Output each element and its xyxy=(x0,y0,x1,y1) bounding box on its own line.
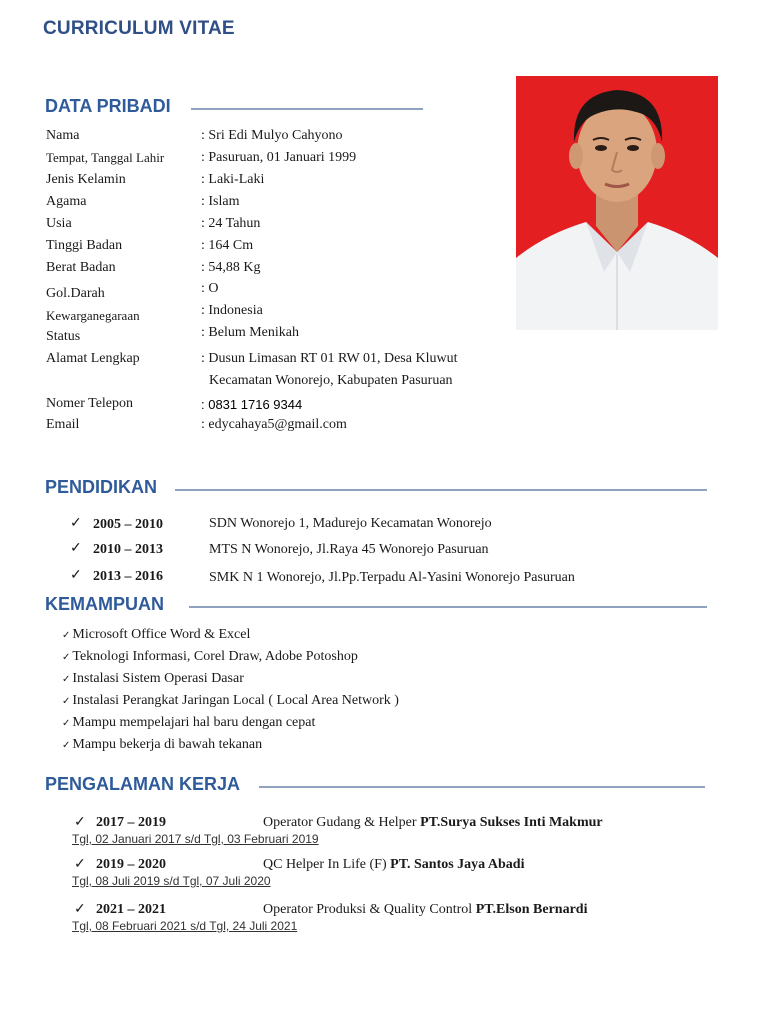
profile-photo xyxy=(516,76,718,330)
personal-value-phone: : 0831 1716 9344 xyxy=(201,397,303,412)
skill-item xyxy=(62,737,262,753)
section-heading-personal xyxy=(45,96,425,120)
personal-value-height: : 164 Cm xyxy=(201,238,254,253)
personal-value-blood: : O xyxy=(201,281,219,296)
job-description xyxy=(263,902,587,918)
check-icon: ✓ xyxy=(74,902,86,917)
check-icon: ✓ xyxy=(74,815,86,830)
personal-label-gender: Jenis Kelamin xyxy=(46,172,126,187)
personal-value-name: : Sri Edi Mulyo Cahyono xyxy=(201,128,343,143)
check-icon: ✓ xyxy=(62,740,71,751)
job-years: 2019 – 2020 xyxy=(96,857,166,872)
check-icon: ✓ xyxy=(70,541,82,556)
skill-item xyxy=(62,671,244,687)
job-company: PT.Elson Bernardi xyxy=(475,902,588,917)
section-heading-skills xyxy=(45,594,710,618)
section-rule xyxy=(259,786,705,788)
section-title-skills: KEMAMPUAN xyxy=(45,594,164,614)
section-heading-education xyxy=(45,477,710,501)
check-icon: ✓ xyxy=(62,630,71,641)
section-title-experience: PENGALAMAN KERJA xyxy=(45,774,241,794)
job-role: Operator Gudang & Helper xyxy=(263,815,417,830)
personal-label-address: Alamat Lengkap xyxy=(46,351,140,366)
job-period: Tgl, 02 Januari 2017 s/d Tgl, 03 Februari 2019 xyxy=(72,832,319,846)
profile-photo-illustration xyxy=(516,76,718,330)
personal-label-birth: Tempat, Tanggal Lahir xyxy=(46,150,165,165)
personal-label-weight: Berat Badan xyxy=(46,260,116,275)
education-years: 2013 – 2016 xyxy=(93,569,163,584)
personal-label-name: Nama xyxy=(46,128,80,143)
personal-value-address-line2: Kecamatan Wonorejo, Kabupaten Pasuruan xyxy=(209,373,453,388)
check-icon: ✓ xyxy=(70,568,82,583)
section-heading-experience xyxy=(45,774,710,798)
personal-value-status: : Belum Menikah xyxy=(201,325,299,340)
personal-label-height: Tinggi Badan xyxy=(46,238,123,253)
job-years: 2021 – 2021 xyxy=(96,902,166,917)
education-school: SMK N 1 Wonorejo, Jl.Pp.Terpadu Al-Yasini Wonorejo Pasuruan xyxy=(209,570,575,585)
skill-item xyxy=(62,649,358,665)
personal-label-nationality: Kewarganegaraan xyxy=(46,308,140,323)
personal-value-weight: : 54,88 Kg xyxy=(201,260,261,275)
job-company: PT.Surya Sukses Inti Makmur xyxy=(420,815,603,830)
education-school: SDN Wonorejo 1, Madurejo Kecamatan Wonorejo xyxy=(209,516,492,531)
section-rule xyxy=(189,606,707,608)
section-title-personal: DATA PRIBADI xyxy=(45,96,171,116)
check-icon: ✓ xyxy=(62,696,71,707)
personal-value-religion: : Islam xyxy=(201,194,240,209)
personal-label-status: Status xyxy=(46,329,81,344)
job-role: Operator Produksi & Quality Control xyxy=(263,902,473,917)
job-description xyxy=(263,857,524,873)
personal-value-nationality: : Indonesia xyxy=(201,303,263,318)
job-period: Tgl, 08 Februari 2021 s/d Tgl, 24 Juli 2021 xyxy=(72,919,298,933)
skill-text: Instalasi Perangkat Jaringan Local ( Local Area Network ) xyxy=(72,693,399,708)
skill-text: Mampu bekerja di bawah tekanan xyxy=(72,737,263,752)
personal-label-blood: Gol.Darah xyxy=(46,286,105,301)
check-icon: ✓ xyxy=(62,652,71,663)
personal-label-phone: Nomer Telepon xyxy=(46,396,134,411)
skill-text: Teknologi Informasi, Corel Draw, Adobe Potoshop xyxy=(72,649,358,664)
check-icon: ✓ xyxy=(62,674,71,685)
check-icon: ✓ xyxy=(70,516,82,531)
skill-item xyxy=(62,627,250,643)
personal-value-birth: : Pasuruan, 01 Januari 1999 xyxy=(201,150,357,165)
section-title-education: PENDIDIKAN xyxy=(45,477,158,497)
job-period: Tgl, 08 Juli 2019 s/d Tgl, 07 Juli 2020 xyxy=(72,874,271,888)
skill-item xyxy=(62,693,399,709)
document-title: CURRICULUM VITAE xyxy=(43,18,235,39)
job-company: PT. Santos Jaya Abadi xyxy=(390,857,525,872)
job-description xyxy=(263,815,603,831)
education-years: 2005 – 2010 xyxy=(93,517,163,532)
skill-text: Instalasi Sistem Operasi Dasar xyxy=(72,671,244,686)
check-icon: ✓ xyxy=(62,718,71,729)
section-rule xyxy=(191,108,423,110)
skill-item xyxy=(62,715,315,731)
personal-value-gender: : Laki-Laki xyxy=(201,172,265,187)
skill-text: Mampu mempelajari hal baru dengan cepat xyxy=(72,715,316,730)
education-school: MTS N Wonorejo, Jl.Raya 45 Wonorejo Pasuruan xyxy=(209,542,489,557)
job-years: 2017 – 2019 xyxy=(96,815,166,830)
education-years: 2010 – 2013 xyxy=(93,542,163,557)
skill-text: Microsoft Office Word & Excel xyxy=(72,627,251,642)
check-icon: ✓ xyxy=(74,857,86,872)
job-role: QC Helper In Life (F) xyxy=(263,857,387,872)
personal-label-email: Email xyxy=(46,417,80,432)
personal-label-age: Usia xyxy=(46,216,72,231)
personal-value-email: : edycahaya5@gmail.com xyxy=(201,417,347,432)
personal-value-age: : 24 Tahun xyxy=(201,216,261,231)
section-rule xyxy=(175,489,707,491)
personal-label-religion: Agama xyxy=(46,194,87,209)
personal-value-address: : Dusun Limasan RT 01 RW 01, Desa Kluwut xyxy=(201,351,458,366)
